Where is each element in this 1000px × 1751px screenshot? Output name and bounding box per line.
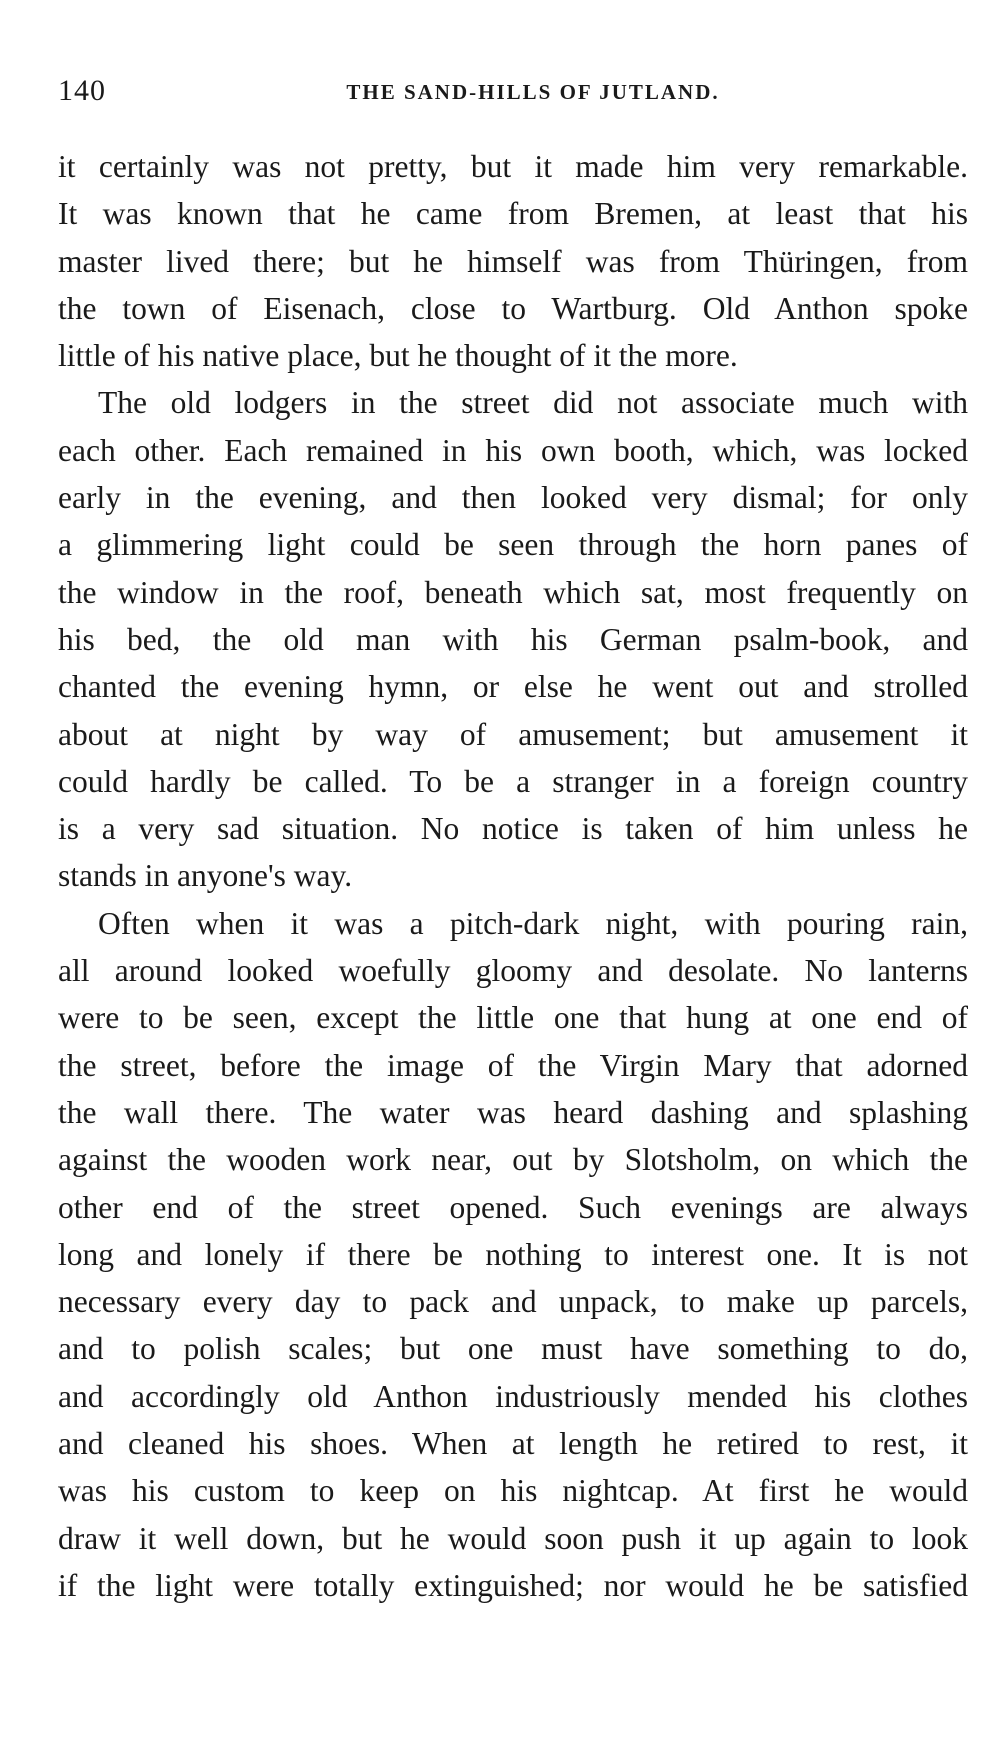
text-line: stands in anyone's way. bbox=[58, 858, 353, 894]
text-line: his bed, the old man with his German psalm-book, and bbox=[58, 621, 968, 657]
paragraph-1 bbox=[58, 143, 968, 379]
text-line: and to polish scales; but one must have something to do, bbox=[58, 1331, 968, 1367]
text-line: the street, before the image of the Virgin Mary that adorned bbox=[58, 1047, 968, 1083]
text-line: and accordingly old Anthon industriously mended his clothes bbox=[58, 1378, 968, 1414]
text-line: It was known that he came from Bremen, at least that his bbox=[58, 196, 968, 232]
text-line: other end of the street opened. Such evenings are always bbox=[58, 1189, 968, 1225]
paragraph-3 bbox=[58, 900, 968, 1609]
text-line: master lived there; but he himself was from Thüringen, from bbox=[58, 243, 968, 279]
book-page bbox=[58, 0, 968, 1751]
text-line: all around looked woefully gloomy and desolate. No lanterns bbox=[58, 953, 968, 989]
text-line: and cleaned his shoes. When at length he retired to rest, it bbox=[58, 1426, 968, 1462]
text-line: draw it well down, but he would soon push it up again to look bbox=[58, 1520, 968, 1556]
text-line: Often when it was a pitch-dark night, with pouring rain, bbox=[98, 905, 968, 941]
text-line: were to be seen, except the little one that hung at one end of bbox=[58, 1000, 968, 1036]
text-line: long and lonely if there be nothing to interest one. It is not bbox=[58, 1236, 968, 1272]
text-line: each other. Each remained in his own booth, which, was locked bbox=[58, 432, 968, 468]
text-line: about at night by way of amusement; but amusement it bbox=[58, 716, 968, 752]
paragraph-2 bbox=[58, 379, 968, 899]
text-line: is a very sad situation. No notice is taken of him unless he bbox=[58, 811, 968, 847]
text-line: if the light were totally extinguished; nor would he be satisfied bbox=[58, 1567, 968, 1603]
text-line: a glimmering light could be seen through the horn panes of bbox=[58, 527, 968, 563]
text-line: could hardly be called. To be a stranger in a foreign country bbox=[58, 763, 968, 799]
page-number: 140 bbox=[58, 74, 106, 107]
body-text bbox=[58, 143, 968, 1609]
text-line: was his custom to keep on his nightcap. At first he would bbox=[58, 1473, 968, 1509]
text-line: the town of Eisenach, close to Wartburg. Old Anthon spoke bbox=[58, 290, 968, 326]
text-line: early in the evening, and then looked very dismal; for only bbox=[58, 480, 968, 516]
running-title: THE SAND-HILLS OF JUTLAND. bbox=[346, 80, 720, 104]
text-line: the window in the roof, beneath which sat, most frequently on bbox=[58, 574, 968, 610]
text-line: it certainly was not pretty, but it made him very remarkable. bbox=[58, 149, 968, 184]
text-line: chanted the evening hymn, or else he went out and strolled bbox=[58, 669, 968, 705]
text-line: little of his native place, but he thought of it the more. bbox=[58, 338, 738, 374]
text-line: necessary every day to pack and unpack, to make up parcels, bbox=[58, 1284, 968, 1320]
text-line: the wall there. The water was heard dashing and splashing bbox=[58, 1094, 968, 1130]
running-head bbox=[58, 74, 968, 114]
text-line: The old lodgers in the street did not associate much with bbox=[98, 385, 968, 421]
text-line: against the wooden work near, out by Slotsholm, on which the bbox=[58, 1142, 968, 1178]
